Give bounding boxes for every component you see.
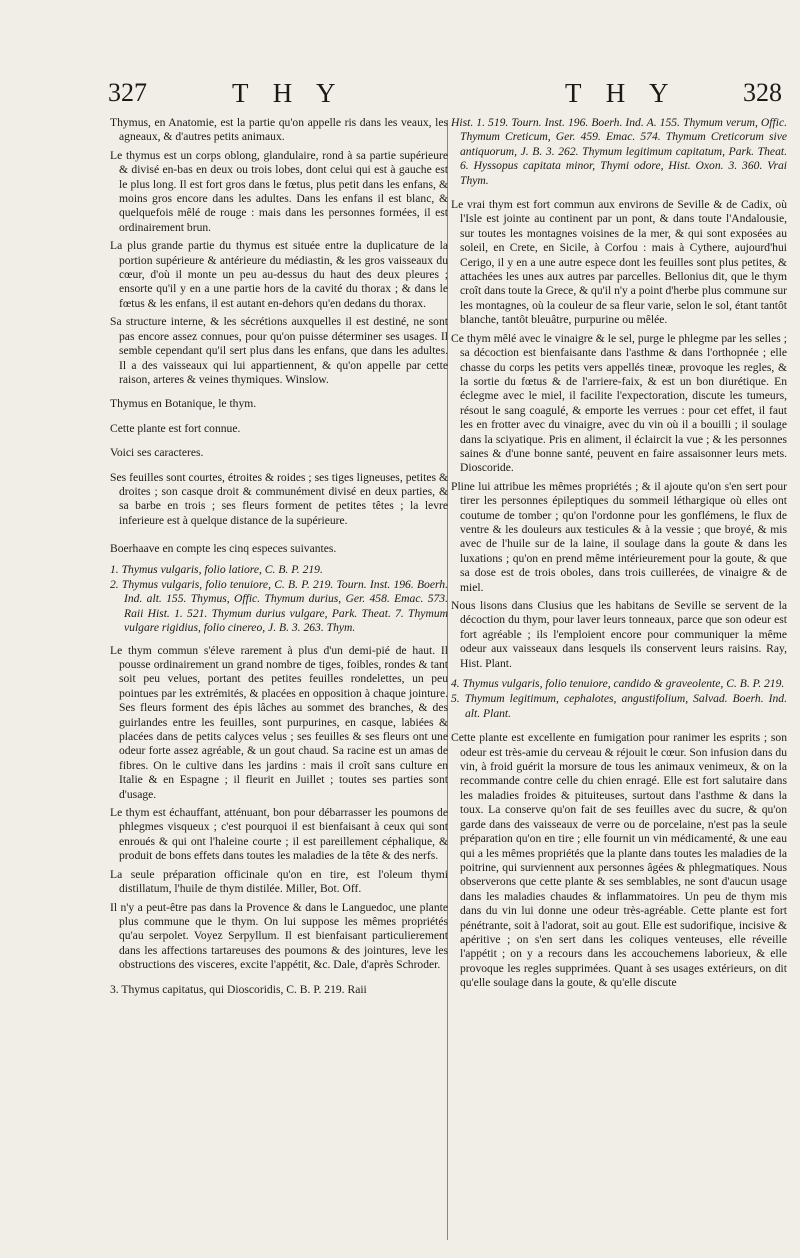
list-item: 4. Thymus vulgaris, folio tenuiore, candido & graveolente, C. B. P. 219. <box>451 677 785 691</box>
paragraph: La seule préparation officinale qu'on en tire, est l'oleum thymi distillatum, l'huile de thym distilée. Miller, Bot. Off. <box>110 867 448 896</box>
list-item: 5. Thymum legitimum, cephalotes, angustifolium, Salvad. Boerh. Ind. alt. Plant. <box>451 692 787 720</box>
paragraph: Cette plante est excellente en fumigation pour ranimer les esprits ; son odeur est très-amie du cerveau & réjouit le cœur. Son infusion dans du vin, à froid guérit la morsure de tous les animaux venimeux, & on la recommande contre celle du chien enragé. Elle est fort salutaire dans les maladies froides & pituiteuses, surtout dans l'asthme & dans la toux. La conserve qu'on fait de ses feuilles avec du sucre, & qu'on garde dans des vaisseaux de verre ou de porcelaine, n'est pas la seule préparation qu'on en tire ; elle fournit un vin médicamenté, & une eau qui a les mêmes propriétés que la plante dans toutes les maladies de la poitrine, qui surviennent aux personnes âgées & phlegmatiques. Nous observerons que cette plante & ses semblables, ne sont d'aucun usage dans les maladies chaudes & inflammatoires. Un peu de thym mis dans du vin lui donne une odeur très-agréable. Cette plante est fort pénétrante, soit à l'adorat, soit au gout. Elle est sudorifique, incisive & apéritive ; on s'en sert dans les coliques venteuses, elle réveille l'appétit ; on y a recours dans les accouchemens laborieux, & elle provoque les regles supprimées. Quant à ses usages extérieurs, on dit qu'elle soulage dans la goute, & qu'elle discute <box>451 731 787 990</box>
left-running-title: T H Y <box>232 78 345 108</box>
left-column <box>110 116 448 1001</box>
left-page-number: 327 <box>108 78 147 107</box>
paragraph: Le thym commun s'éleve rarement à plus d'un demi-pié de haut. Il pousse ordinairement un grand nombre de tiges, foibles, rondes & tant soit peu velues, portant des petites feuilles rondelettes, un peu pointues par les extrémités, & placées en opposition à chaque jointure. Ses fleurs forment des épis lâches au sommet des branches, & des guirlandes entre les feuilles, sont purpurines, en casque, labiées & placées dans de petits calyces velus ; ses feuilles & ses fleurs ont une odeur forte assez agréable, & un gout chaud. Sa racine est un amas de fibres. On le cultive dans les jardins : mais il croît sans culture en Italie & en Espagne ; il fleurit en Juillet ; toutes ses parties sont d'usage. <box>110 643 448 801</box>
paragraph: Cette plante est fort connue. <box>110 421 241 435</box>
paragraph: Thymus, en Anatomie, est la partie qu'on appelle ris dans les veaux, les agneaux, & d'autres petits animaux. <box>110 116 448 144</box>
paragraph: 3. Thymus capitatus, qui Dioscoridis, C. B. P. 219. Raii <box>110 982 367 996</box>
paragraph: Ses feuilles sont courtes, étroites & roides ; ses tiges ligneuses, petites & droites ; son casque droit & communément divisé en deux parties, & sa barbe en trois ; ses fleurs forment de petites têtes ; la levre inferieure est à quelque distance de la supérieure. <box>110 470 448 527</box>
paragraph: La plus grande partie du thymus est située entre la duplicature de la portion supérieure & antérieure du médiastin, & les gros vaisseaux du cœur, d'où il monte un peu au-dessus du haut des deux pleures ; ensorte qu'il y en a une partie hors de la cavité du thorax ; & dans le fœtus & les enfans, il est autant en-dehors qu'en dedans du thorax. <box>110 239 448 310</box>
list-item: 2. Thymus vulgaris, folio tenuiore, C. B. P. 219. Tourn. Inst. 196. Boerh. Ind. alt. 155. Thymus, Offic. Thymum durius, Ger. 458. Emac. 573. Raii Hist. 1. 521. Thymum durius vulgare, Park. Theat. 7. Thymum vulgare rigidius, folio cinereo, J. B. 3. 263. Thym. <box>110 577 448 635</box>
page-header <box>100 78 782 108</box>
species-list <box>110 563 448 636</box>
right-running-title: T H Y <box>565 78 678 108</box>
right-column <box>451 116 787 995</box>
paragraph: Le thym est échauffant, atténuant, bon pour débarrasser les poumons de phlegmes visqueux ; c'est pourquoi il est bienfaisant à ceux qui sont enroués & qui ont l'haleine courte ; il est pareillement céphalique, & produit de bons effets dans toutes les maladies de la tête & des nerfs. <box>110 806 448 863</box>
paragraph: Pline lui attribue les mêmes propriétés ; & il ajoute qu'on s'en sert pour tirer les personnes épileptiques du sommeil léthargique où elles ont coutume de tomber ; qu'on l'ordonne pour les gonflémens, le flux de ventre & les douleurs aux testicules & à la vessie ; que broyé, & mis avec de l'huile sur de la laine, il soulage dans la goute & dans les luxations ; qu'on en prend même intérieurement pour la goute, & que sa dose est de trois oboles, dans trois cuillerées, de vinaigre & de miel. <box>451 479 787 594</box>
species-list <box>451 677 787 721</box>
paragraph: Boerhaave en compte les cinq especes suivantes. <box>110 542 337 556</box>
paragraph: Hist. 1. 519. Tourn. Inst. 196. Boerh. Ind. A. 155. Thymum verum, Offic. Thymum Creticum, Ger. 459. Emac. 574. Thymum Creticorum sive antiquorum, J. B. 3. 262. Thymum legitimum capitatum, Park. Theat. 6. Hyssopus capitata minor, Thymi odore, Hist. Oxon. 3. 360. Vrai Thym. <box>451 116 787 187</box>
paragraph: Ce thym mêlé avec le vinaigre & le sel, purge le phlegme par les selles ; sa décoction est bienfaisante dans l'asthme & dans l'orthopnée ; elle chasse du corps les petits vers appellés tineæ, provoque les regles, & la sortie du fœtus & de l'arriere-faix, & est un bon diurétique. En éclegme avec le miel, il facilite l'expectoration, discute les tumeurs, résout le sang coagulé, & emporte les verrues : pour cet effet, il faut les en frotter avec du vinaigre, avec du vin où il a bouilli ; il soulage dans la sciyatique. Pris en aliment, il éclaircit la vue ; & les personnes saines & d'une bonne santé, peuvent en faire assaisonner leurs mets. Dioscoride. <box>451 331 787 475</box>
paragraph: Sa structure interne, & les sécrétions auxquelles il est destiné, ne sont pas encore assez connues, pour qu'on puisse déterminer ses usages. Il semble cependant qu'il sert plus dans les enfans, que dans les adultes. Il a des vaisseaux qui lui appartiennent, & qu'on appelle par cette raison, arteres & veines thymiques. Winslow. <box>110 315 448 386</box>
paragraph: Il n'y a peut-être pas dans la Provence & dans le Languedoc, une plante plus commune que le thym. On lui suppose les mêmes propriétés qu'au serpolet. Voyez Serpyllum. Il est bienfaisant particulierement dans les affections tartareuses des poumons & des jointures, leve les obstructions des visceres, excite l'appétit, &c. Dale, d'après Schroder. <box>110 900 448 972</box>
paragraph: Le thymus est un corps oblong, glandulaire, rond à sa partie supérieure & divisé en-bas en deux ou trois lobes, dont celui qui est à gauche est le plus long. Il est fort gros dans le fœtus, plus petit dans les enfans, & moins gros encore dans les adultes. Dans les enfans il est blanc, & quelquefois mêlé de rouge : mais dans les personnes formées, il est ordinairement brun. <box>110 148 448 234</box>
paragraph: Nous lisons dans Clusius que les habitans de Seville se servent de la décoction du thym, pour laver leurs tonneaux, parce que son odeur est fort agréable ; ils l'emploient encore pour communiquer la même odeur aux vaisseaux dans lesquels ils conservent leurs raisins. Ray, Hist. Plant. <box>451 599 787 670</box>
right-page-number: 328 <box>743 78 782 107</box>
paragraph: Voici ses caracteres. <box>110 446 204 460</box>
list-item: 1. Thymus vulgaris, folio latiore, C. B. P. 219. <box>110 562 323 576</box>
paragraph: Le vrai thym est fort commun aux environs de Seville & de Cadix, où l'Isle est jointe au continent par un pont, & dans toute l'Andalousie, sur toutes les montagnes voisines de la mer, & qui sont exposées au soleil, en Crete, en Sicile, à Corfou : mais à Cythere, aujourd'hui Cerigo, il y en a une autre espece dont les feuilles sont plus petites, & attachées les unes aux autres par parcelles. Bellonius dit, que le thym croît dans toute la Grece, & qu'il n'y a point d'herbe plus commune sur les montagnes, où la couleur de sa fleur varie, selon le sol, étant tantôt blanche, tantôt bleuâtre, purpurine ou mêlée. <box>451 198 787 327</box>
paragraph: Thymus en Botanique, le thym. <box>110 397 257 411</box>
